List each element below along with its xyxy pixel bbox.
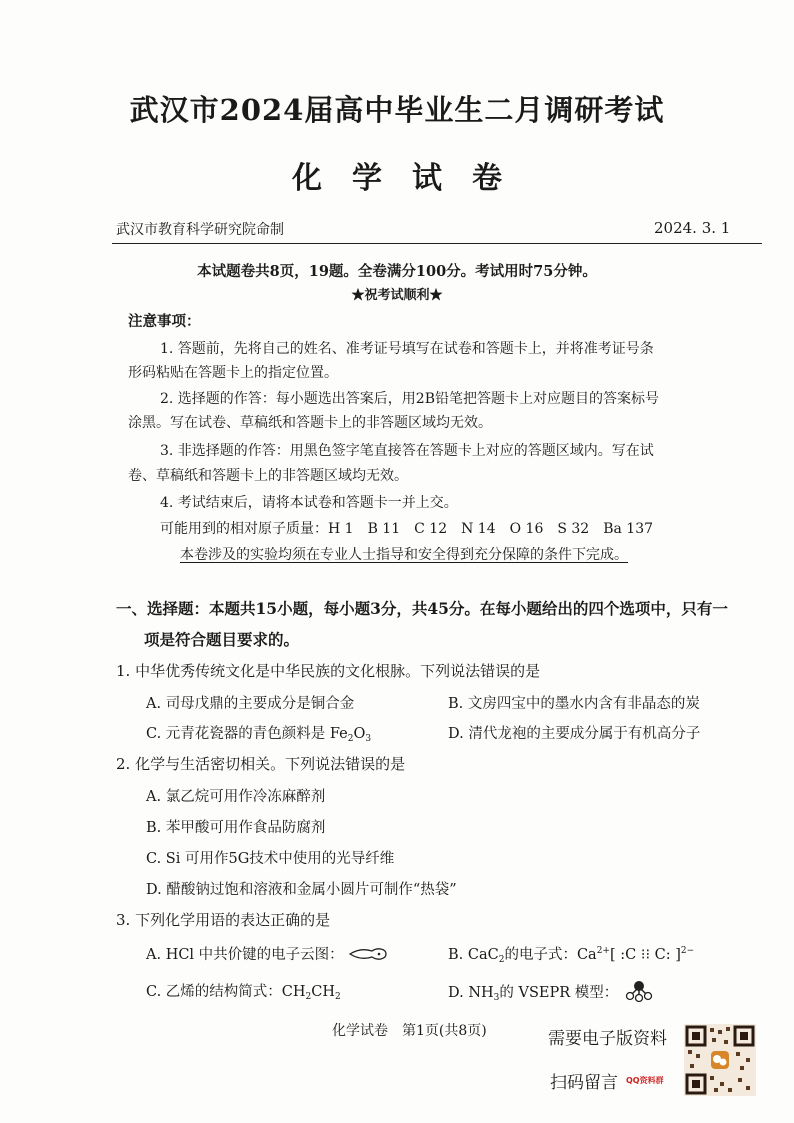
q2-option-c: C. Si 可用作5G技术中使用的光导纤维 <box>146 851 395 867</box>
notice-item: 卷、草稿纸和答题卡上的非答题区域均无效。 <box>128 468 408 484</box>
header-rule <box>112 243 762 244</box>
q2-option-a: A. 氯乙烷可用作冷冻麻醉剂 <box>146 789 326 805</box>
qr-code-icon[interactable] <box>684 1024 756 1096</box>
q2-option-b: B. 苯甲酸可用作食品防腐剂 <box>146 820 326 836</box>
watermark-text: 扫码留言 <box>550 1073 618 1093</box>
page-footer: 化学试卷 第1页(共8页) <box>332 1023 487 1039</box>
safety-note: 本卷涉及的实验均须在专业人士指导和安全得到充分保障的条件下完成。 <box>180 547 628 563</box>
electron-cloud-icon <box>348 946 388 962</box>
q1-option-a: A. 司母戊鼎的主要成分是铜合金 <box>146 696 355 712</box>
notice-item: 形码粘贴在答题卡上的指定位置。 <box>128 365 338 381</box>
notice-item: 1. 答题前，先将自己的姓名、准考证号填写在试卷和答题卡上，并将准考证号条 <box>160 341 654 357</box>
q1-option-c: C. 元青花瓷器的青色颜料是 $Fe_2O_3$ <box>146 726 372 744</box>
notice-item: 涂黑。写在试卷、草稿纸和答题卡上的非答题区域均无效。 <box>128 415 492 431</box>
section-heading: 一、选择题：本题共15小题，每小题3分，共45分。在每小题给出的四个选项中，只有一 <box>116 599 728 618</box>
issuer: 武汉市教育科学研究院命制 <box>116 222 284 238</box>
watermark-tag: QQ资料群 <box>626 1076 664 1085</box>
q3-option-c: C. 乙烯的结构简式：$CH_2CH_2$ <box>146 984 341 1002</box>
q3-option-a: A. HCl 中共价键的电子云图： <box>146 943 388 964</box>
exam-date: 2024. 3. 1 <box>654 219 731 237</box>
exam-info: 本试题卷共8页，19题。全卷满分100分。考试用时75分钟。 <box>197 263 597 280</box>
q2-option-d: D. 醋酸钠过饱和溶液和金属小圆片可制作“热袋” <box>146 882 457 898</box>
notice-item: 4. 考试结束后，请将本试卷和答题卡一并上交。 <box>160 495 458 511</box>
watermark-text: 需要电子版资料 <box>548 1029 667 1049</box>
notice-title: 注意事项： <box>128 313 201 330</box>
q1-option-d: D. 清代龙袍的主要成分属于有机高分子 <box>448 726 701 742</box>
section-heading-cont: 项是符合题目要求的。 <box>144 630 300 649</box>
exam-title: 武汉市2024届高中毕业生二月调研考试 <box>129 93 665 127</box>
good-luck: ★祝考试顺利★ <box>351 288 443 303</box>
atomic-masses: 可能用到的相对原子质量：H 1 B 11 C 12 N 14 O 16 S 32 Ba 137 <box>160 521 654 537</box>
q3-option-d: D. $NH_3$的 VSEPR 模型： <box>448 980 655 1003</box>
q3-option-b: B. CaC$_2$的电子式：$Ca^{2+}$[ :C ⁝⁝ C: ]$^{2-}$ <box>448 946 695 965</box>
question-2-stem: 2. 化学与生活密切相关。下列说法错误的是 <box>116 755 406 773</box>
question-3-stem: 3. 下列化学用语的表达正确的是 <box>116 911 331 929</box>
notice-item: 2. 选择题的作答：每小题选出答案后，用2B铅笔把答题卡上对应题目的答案标号 <box>160 391 660 407</box>
vsepr-model-icon <box>623 980 655 1002</box>
exam-subject: 化学试卷 <box>292 161 532 196</box>
question-1-stem: 1. 中华优秀传统文化是中华民族的文化根脉。下列说法错误的是 <box>116 662 541 680</box>
q1-option-b: B. 文房四宝中的墨水内含有非晶态的炭 <box>448 696 700 712</box>
notice-item: 3. 非选择题的作答：用黑色签字笔直接答在答题卡上对应的答题区域内。写在试 <box>160 443 654 459</box>
